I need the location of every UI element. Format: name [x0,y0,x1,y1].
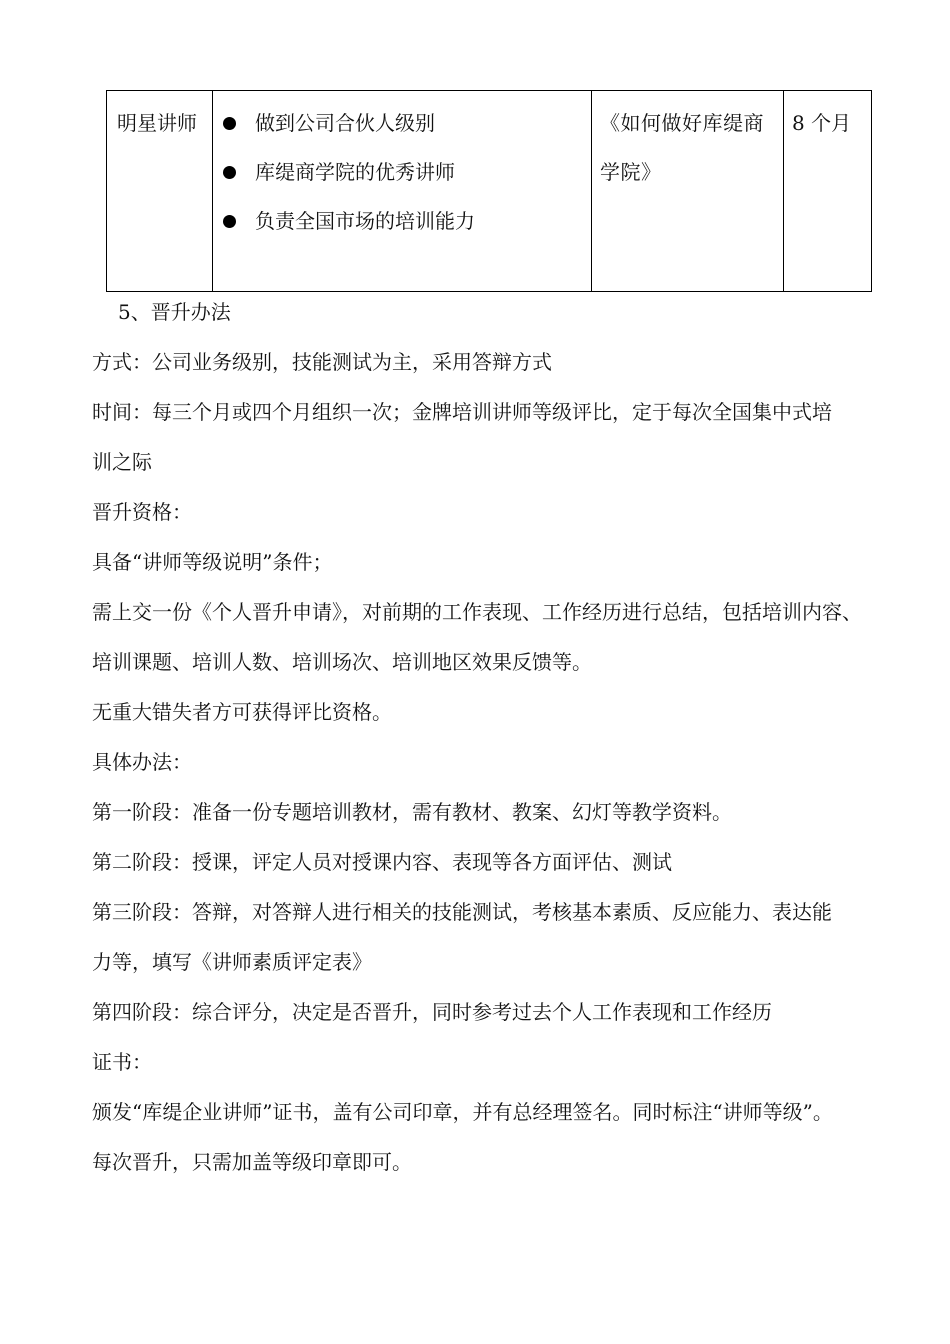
qualification-item: 无重大错失者方可获得评比资格。 [92,700,392,724]
time-line-cont: 训之际 [92,450,152,474]
certificate-line-cont: 每次晋升，只需加盖等级印章即可。 [92,1150,412,1174]
stage-one: 第一阶段：准备一份专题培训教材，需有教材、教案、幻灯等教学资料。 [92,800,732,824]
duration-text: 8 个月 [792,111,852,135]
qualification-item: 需上交一份《个人晋升申请》，对前期的工作表现、工作经历进行总结，包括培训内容、 [92,600,862,624]
requirement-text: 负责全国市场的培训能力 [255,209,475,233]
qualification-heading: 晋升资格： [92,500,192,524]
list-item [213,197,591,246]
level-cell [107,91,213,292]
stage-three-cont: 力等，填写《讲师素质评定表》 [92,950,372,974]
lecturer-grade-table [106,90,872,292]
method-line: 方式：公司业务级别，技能测试为主，采用答辩方式 [92,350,552,374]
bullet-icon [223,117,236,130]
course-title [592,91,783,197]
qualification-item-cont: 培训课题、培训人数、培训场次、培训地区效果反馈等。 [92,650,592,674]
list-item [213,99,591,148]
stage-four: 第四阶段：综合评分，决定是否晋升，同时参考过去个人工作表现和工作经历 [92,1000,772,1024]
course-title-line: 《如何做好库缇商 [600,111,764,135]
requirement-text: 做到公司合伙人级别 [255,111,435,135]
bullet-icon [223,166,236,179]
level-name: 明星讲师 [117,111,197,135]
list-item [213,148,591,197]
requirement-text: 库缇商学院的优秀讲师 [255,160,455,184]
section-title: 5、晋升办法 [118,300,231,324]
certificate-heading: 证书： [92,1050,152,1074]
certificate-line: 颁发“库缇企业讲师”证书，盖有公司印章，并有总经理签名。同时标注“讲师等级”。 [92,1100,833,1124]
bullet-icon [223,215,236,228]
requirements-cell [213,91,592,292]
duration-cell [784,91,872,292]
time-line: 时间：每三个月或四个月组织一次；金牌培训讲师等级评比，定于每次全国集中式培 [92,400,832,424]
stage-three: 第三阶段：答辩，对答辩人进行相关的技能测试，考核基本素质、反应能力、表达能 [92,900,832,924]
qualification-item: 具备“讲师等级说明”条件； [92,550,333,574]
course-cell [592,91,784,292]
table-row [107,91,872,292]
stage-two: 第二阶段：授课，评定人员对授课内容、表现等各方面评估、测试 [92,850,672,874]
course-title-line: 学院》 [600,160,662,184]
requirements-list [213,91,591,246]
method-heading: 具体办法： [92,750,192,774]
